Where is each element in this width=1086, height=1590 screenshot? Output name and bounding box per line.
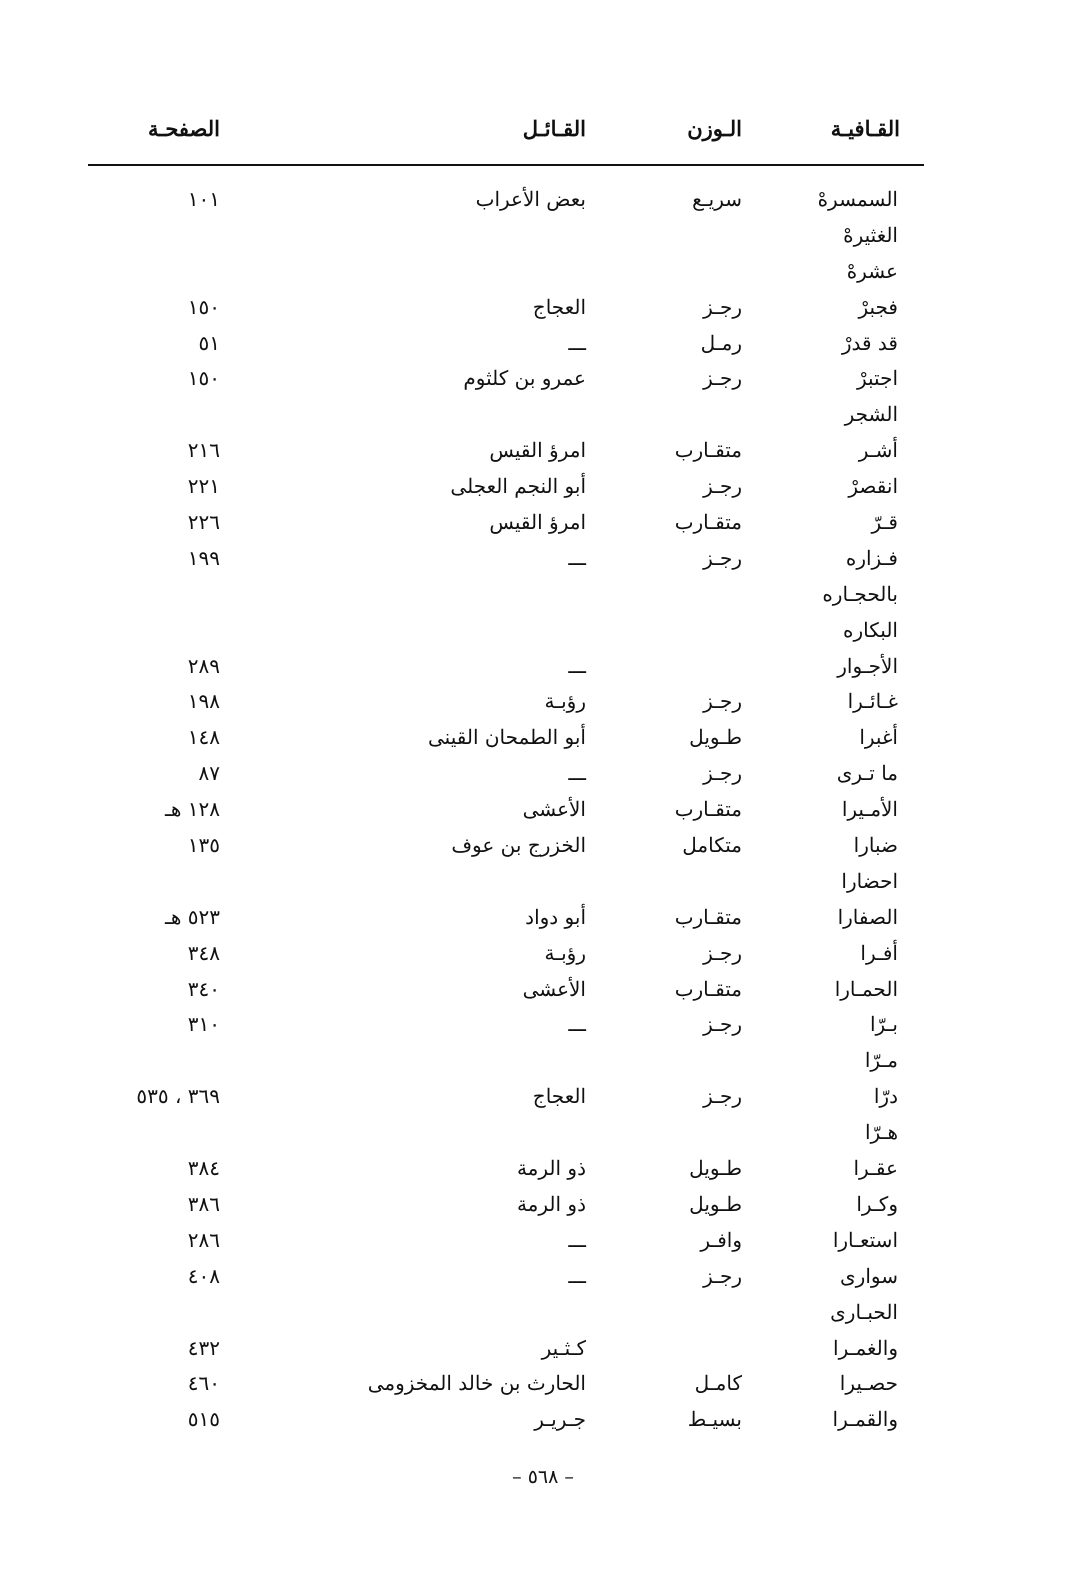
cell-qaail: كـثـير bbox=[541, 1335, 586, 1360]
cell-qaail: الأعشى bbox=[522, 976, 586, 1001]
cell-qaail: ذو الرمة bbox=[516, 1156, 586, 1181]
cell-qafiya: البكاره bbox=[843, 617, 898, 642]
header-qaail: القـائـل bbox=[522, 116, 586, 141]
cell-qafiya: الشجر bbox=[844, 402, 898, 427]
table-row bbox=[0, 327, 1086, 363]
cell-qafiya: أفـرا bbox=[860, 940, 898, 965]
cell-qaail: ـــ bbox=[568, 761, 586, 786]
cell-safha: ٤٦٠ bbox=[187, 1371, 220, 1396]
cell-wazn: كامـل bbox=[694, 1371, 742, 1396]
cell-safha: ٣٨٦ bbox=[187, 1191, 220, 1216]
table-row bbox=[0, 650, 1086, 686]
page-number: – ٥٦٨ – bbox=[512, 1466, 574, 1488]
cell-safha: ٣٨٤ bbox=[187, 1156, 220, 1181]
cell-wazn: متكامل bbox=[682, 833, 742, 858]
cell-wazn: متقـارب bbox=[674, 976, 742, 1001]
table-row bbox=[0, 506, 1086, 542]
cell-safha: ٥١ bbox=[198, 330, 220, 355]
cell-qafiya: والقمـرا bbox=[832, 1407, 898, 1432]
cell-safha: ٢١٦ bbox=[187, 438, 220, 463]
table-row bbox=[0, 829, 1086, 865]
table-row bbox=[0, 291, 1086, 327]
cell-wazn: وافـر bbox=[700, 1227, 742, 1252]
cell-safha: ٥١٥ bbox=[187, 1407, 220, 1432]
cell-safha: ٣٤٠ bbox=[187, 976, 220, 1001]
cell-qafiya: أغبرا bbox=[859, 725, 898, 750]
cell-safha: ١٤٨ bbox=[187, 725, 220, 750]
cell-safha: ٢٢١ bbox=[187, 474, 220, 499]
cell-safha: ١٥٠ bbox=[187, 366, 220, 391]
cell-qaail: الأعشى bbox=[522, 797, 586, 822]
table-row bbox=[0, 793, 1086, 829]
cell-qafiya: الصفارا bbox=[837, 904, 898, 929]
cell-qafiya: بالحجـاره bbox=[822, 581, 898, 606]
table-row bbox=[0, 542, 1086, 578]
cell-wazn: طـويل bbox=[689, 1156, 742, 1181]
cell-qafiya: الحمـارا bbox=[834, 976, 898, 1001]
table-row bbox=[0, 219, 1086, 255]
cell-qaail: رؤبـة bbox=[544, 940, 586, 965]
cell-safha: ٢٢٦ bbox=[187, 510, 220, 535]
cell-qaail: ـــ bbox=[568, 1012, 586, 1037]
table-row bbox=[0, 685, 1086, 721]
cell-qafiya: غـائـرا bbox=[847, 689, 898, 714]
cell-qafiya: هـرّا bbox=[865, 1120, 898, 1145]
cell-qafiya: فـزاره bbox=[845, 545, 898, 570]
cell-qafiya: وكـرا bbox=[856, 1191, 898, 1216]
cell-wazn: رجـز bbox=[703, 1012, 742, 1037]
cell-qaail: امرؤ القيس bbox=[489, 438, 586, 463]
cell-safha: ١٩٩ bbox=[187, 545, 220, 570]
table-row bbox=[0, 1260, 1086, 1296]
cell-wazn: رجـز bbox=[703, 689, 742, 714]
table-row bbox=[0, 1367, 1086, 1403]
table-row bbox=[0, 901, 1086, 937]
cell-wazn: رجـز bbox=[703, 366, 742, 391]
cell-wazn: رجـز bbox=[703, 1263, 742, 1288]
cell-wazn: سريـع bbox=[692, 187, 742, 211]
cell-safha: ٤٠٨ bbox=[187, 1263, 220, 1288]
table-row bbox=[0, 1080, 1086, 1116]
table-row bbox=[0, 1332, 1086, 1368]
cell-safha: ٣٤٨ bbox=[187, 940, 220, 965]
cell-wazn: رجـز bbox=[703, 294, 742, 319]
cell-wazn: طـويل bbox=[689, 1191, 742, 1216]
cell-qafiya: والغمـرا bbox=[833, 1335, 898, 1360]
cell-qafiya: بـرّا bbox=[869, 1012, 898, 1037]
cell-qafiya: احضارا bbox=[841, 868, 898, 893]
table-row bbox=[0, 614, 1086, 650]
table-row bbox=[0, 1008, 1086, 1044]
cell-qaail: رؤبـة bbox=[544, 689, 586, 714]
cell-qafiya: ما تـرى bbox=[836, 761, 898, 786]
table-row bbox=[0, 721, 1086, 757]
table-row bbox=[0, 1044, 1086, 1080]
cell-safha: ٤٣٢ bbox=[187, 1335, 220, 1360]
table-row bbox=[0, 578, 1086, 614]
table-row bbox=[0, 398, 1086, 434]
cell-wazn: متقـارب bbox=[674, 797, 742, 822]
cell-qafiya: مـرّا bbox=[864, 1048, 898, 1073]
cell-qaail: ـــ bbox=[568, 1227, 586, 1252]
cell-qafiya: عقـرا bbox=[853, 1156, 898, 1181]
cell-qafiya: قد قدرْ bbox=[841, 330, 898, 355]
table-row bbox=[0, 1403, 1086, 1439]
cell-qaail: أبو دواد bbox=[525, 904, 586, 929]
cell-safha: ٥٢٣ هـ bbox=[165, 904, 220, 929]
cell-qaail: بعض الأعراب bbox=[475, 187, 586, 211]
cell-qaail: ـــ bbox=[568, 1263, 586, 1288]
cell-qaail: عمرو بن كلثوم bbox=[463, 366, 586, 391]
cell-qaail: الخزرج بن عوف bbox=[451, 833, 586, 858]
table-row bbox=[0, 470, 1086, 506]
cell-wazn: رجـز bbox=[703, 1084, 742, 1109]
cell-qafiya: قـرّ bbox=[871, 510, 898, 535]
table-row bbox=[0, 937, 1086, 973]
cell-qaail: جـريـر bbox=[534, 1407, 586, 1432]
cell-wazn: بسيـط bbox=[687, 1407, 742, 1432]
cell-qafiya: سوارى bbox=[840, 1263, 898, 1288]
cell-qafiya: السمسرهْ bbox=[817, 187, 898, 211]
cell-safha: ١٣٥ bbox=[187, 833, 220, 858]
header-divider bbox=[88, 164, 924, 166]
cell-qaail: العجاج bbox=[532, 1084, 586, 1109]
cell-safha: ٣١٠ bbox=[187, 1012, 220, 1037]
table-row bbox=[0, 434, 1086, 470]
cell-qafiya: حصـيرا bbox=[839, 1371, 898, 1396]
cell-qaail: ذو الرمة bbox=[516, 1191, 586, 1216]
table-header bbox=[0, 108, 1086, 148]
cell-wazn: طـويل bbox=[689, 725, 742, 750]
cell-safha: ١٥٠ bbox=[187, 294, 220, 319]
cell-wazn: رجـز bbox=[703, 474, 742, 499]
table-row bbox=[0, 973, 1086, 1009]
cell-wazn: رجـز bbox=[703, 940, 742, 965]
cell-safha: ٣٦٩ ، ٥٣٥ bbox=[136, 1084, 220, 1109]
cell-safha: ٢٨٩ bbox=[187, 653, 220, 678]
table-row bbox=[0, 757, 1086, 793]
cell-wazn: متقـارب bbox=[674, 438, 742, 463]
table-row bbox=[0, 183, 1086, 219]
cell-qafiya: الغثيرهْ bbox=[843, 222, 898, 247]
table-row bbox=[0, 1296, 1086, 1332]
cell-qaail: العجاج bbox=[532, 294, 586, 319]
cell-qafiya: أشـر bbox=[858, 438, 898, 463]
table-row bbox=[0, 1224, 1086, 1260]
cell-wazn: رمـل bbox=[700, 330, 742, 355]
table-row bbox=[0, 1188, 1086, 1224]
cell-qafiya: عشرهْ bbox=[846, 258, 898, 283]
cell-qaail: ـــ bbox=[568, 330, 586, 355]
table-row bbox=[0, 362, 1086, 398]
cell-qaail: أبو النجم العجلى bbox=[450, 474, 586, 499]
cell-qafiya: اجتبرْ bbox=[856, 366, 898, 391]
cell-safha: ١٢٨ هـ bbox=[165, 797, 220, 822]
cell-qafiya: انقصرْ bbox=[848, 474, 898, 499]
cell-qafiya: استعـارا bbox=[832, 1227, 898, 1252]
cell-qaail: ـــ bbox=[568, 545, 586, 570]
header-safha: الصفحـة bbox=[147, 116, 220, 141]
table-row bbox=[0, 255, 1086, 291]
cell-qafiya: درّا bbox=[873, 1084, 898, 1109]
cell-wazn: متقـارب bbox=[674, 510, 742, 535]
index-table-body bbox=[0, 183, 1086, 1439]
cell-wazn: رجـز bbox=[703, 545, 742, 570]
cell-safha: ١٠١ bbox=[187, 187, 220, 211]
cell-qaail: أبو الطمحان القينى bbox=[428, 725, 586, 750]
cell-qafiya: ضبارا bbox=[853, 833, 898, 858]
cell-qaail: الحارث بن خالد المخزومى bbox=[367, 1371, 586, 1396]
cell-qafiya: الأمـيرا bbox=[841, 797, 898, 822]
cell-wazn: رجـز bbox=[703, 761, 742, 786]
cell-safha: ٢٨٦ bbox=[187, 1227, 220, 1252]
header-wazn: الـوزن bbox=[687, 116, 742, 141]
table-row bbox=[0, 1116, 1086, 1152]
table-row bbox=[0, 865, 1086, 901]
cell-qafiya: الحبـارى bbox=[830, 1299, 898, 1324]
cell-qaail: ـــ bbox=[568, 653, 586, 678]
cell-wazn: متقـارب bbox=[674, 904, 742, 929]
cell-qafiya: فجبرْ bbox=[858, 294, 898, 319]
cell-qafiya: الأجـوار bbox=[837, 653, 898, 678]
cell-qaail: امرؤ القيس bbox=[489, 510, 586, 535]
cell-safha: ٨٧ bbox=[198, 761, 220, 786]
table-row bbox=[0, 1152, 1086, 1188]
header-qafiya: القـافيـة bbox=[830, 116, 900, 141]
page-footer bbox=[0, 1466, 1086, 1488]
cell-safha: ١٩٨ bbox=[187, 689, 220, 714]
